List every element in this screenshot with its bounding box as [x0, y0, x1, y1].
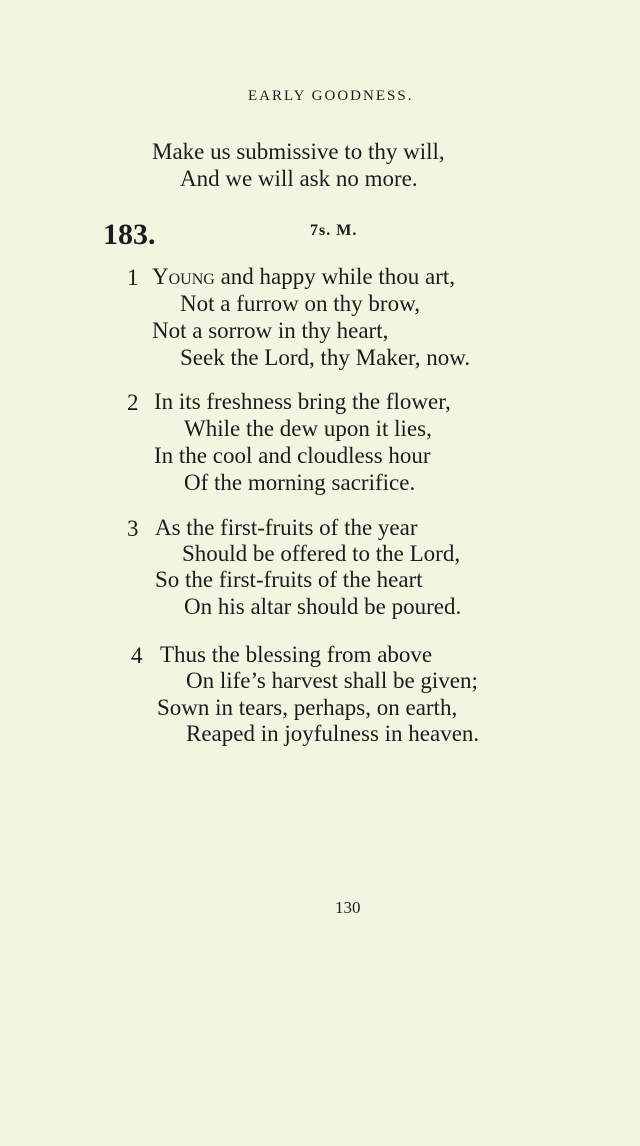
stanza-1-line-2: Not a furrow on thy brow,: [180, 291, 420, 316]
stanza-2-line-3: In the cool and cloudless hour: [154, 443, 431, 468]
hymn-number: 183.: [103, 218, 156, 251]
running-head: EARLY GOODNESS.: [248, 88, 414, 104]
continuation-line-2: And we will ask no more.: [180, 166, 418, 191]
stanza-2-number: 2: [127, 390, 139, 415]
stanza-4-line-4: Reaped in joyfulness in heaven.: [186, 721, 480, 746]
stanza-4-line-1: Thus the blessing from above: [160, 642, 433, 667]
stanza-2-line-4: Of the morning sacrifice.: [184, 470, 416, 495]
stanza-4-line-2: On life’s harvest shall be given;: [186, 668, 478, 693]
stanza-1-line-3: Not a sorrow in thy heart,: [152, 318, 389, 343]
stanza-4-line-3: Sown in tears, perhaps, on earth,: [157, 695, 458, 720]
stanza-1-first-rest: and happy while thou art,: [214, 264, 456, 289]
stanza-1-number: 1: [127, 265, 139, 290]
stanza-4-number: 4: [131, 643, 143, 668]
stanza-3-line-3: So the first-fruits of the heart: [155, 567, 423, 592]
stanza-3-line-4: On his altar should be poured.: [184, 594, 462, 619]
stanza-1-line-1: [152, 265, 455, 288]
continuation-line-1: Make us submissive to thy will,: [152, 139, 445, 164]
page-number: 130: [335, 898, 361, 917]
stanza-2-line-2: While the dew upon it lies,: [184, 416, 432, 441]
hymn-meter: 7s. M.: [310, 222, 358, 239]
stanza-3-line-2: Should be offered to the Lord,: [182, 541, 461, 566]
stanza-3-number: 3: [127, 516, 139, 541]
stanza-1-line-4: Seek the Lord, thy Maker, now.: [180, 345, 471, 370]
stanza-3-line-1: As the first-fruits of the year: [155, 515, 418, 540]
stanza-1-first-word: Young: [152, 264, 215, 289]
stanza-2-line-1: In its freshness bring the flower,: [154, 389, 451, 414]
